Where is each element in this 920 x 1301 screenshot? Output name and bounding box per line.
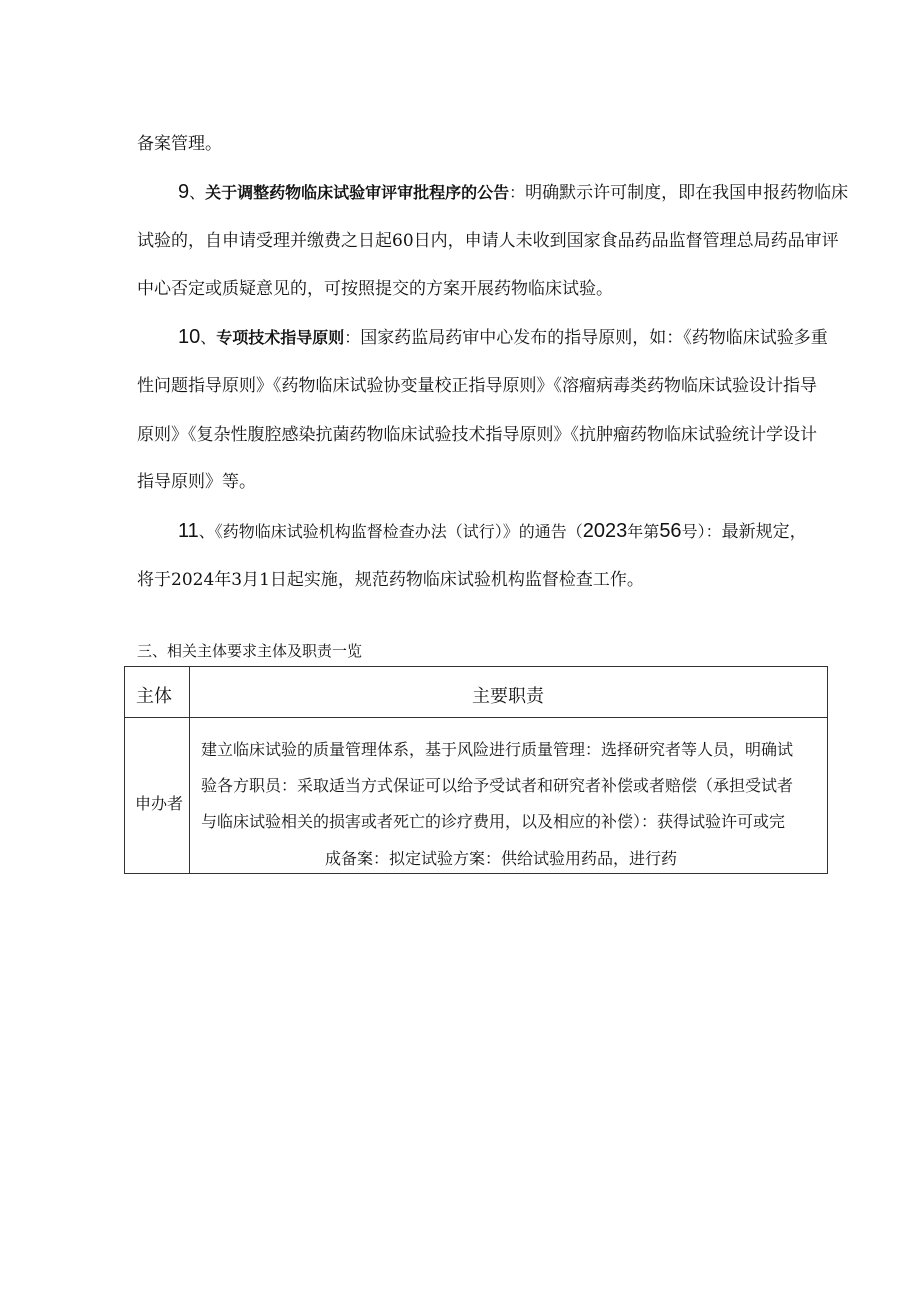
table-cell-duty-line-2: 验各方职员：采取适当方式保证可以给予受试者和研究者补偿或者赔偿（承担受试者: [201, 776, 794, 795]
table-cell-duty-line-3: 与临床试验相关的损害或者死亡的诊疗费用，以及相应的补偿）：获得试验许可或完: [201, 812, 786, 831]
item-9-text-line-3: 中心否定或质疑意见的，可按照提交的方案开展药物临床试验。: [137, 279, 613, 299]
item-11-text-line-1: 最新规定，: [721, 522, 807, 542]
item-11-title-post: 号）：: [681, 522, 722, 541]
item-10-text-line-4: 指导原则》等。: [137, 472, 256, 492]
item-11-number: 11: [178, 520, 199, 542]
item-11-title-no: 56: [659, 520, 682, 542]
table-column-divider: [189, 667, 190, 873]
item-10-separator: 、: [200, 328, 217, 347]
table-cell-subject: 申办者: [135, 794, 184, 813]
duties-table: [124, 666, 828, 874]
table-header-divider: [125, 717, 827, 718]
item-10-text-line-2: 性问题指导原则》《药物临床试验协变量校正指导原则》《溶瘤病毒类药物临床试验设计指导: [137, 376, 817, 396]
item-11-title-pre: 《药物临床试验机构监督检查办法（试行）》的通告（: [214, 522, 583, 541]
item-11-title-mid: 年第: [627, 522, 660, 541]
item-9-text-line-1: 明确默示许可制度，即在我国申报药物临床: [525, 183, 849, 203]
item-11-text-line-2: 将于2024年3月1日起实施，规范药物临床试验机构监督检查工作。: [137, 570, 644, 590]
table-header-duties: 主要职责: [472, 686, 544, 707]
item-10-text-line-1: 国家药监局药审中心发布的指导原则，如：《药物临床试验多重: [360, 328, 828, 348]
item-10-text-line-3: 原则》《复杂性腹腔感染抗菌药物临床试验技术指导原则》《抗肿瘤药物临床试验统计学设计: [137, 425, 817, 445]
item-9-first-line: [178, 182, 848, 203]
item-11-first-line: [178, 521, 807, 542]
item-10-title: 专项技术指导原则: [216, 328, 345, 347]
item-9-number: 9: [178, 181, 190, 203]
item-9-colon: ：: [509, 183, 526, 202]
item-11-separator: 、: [198, 522, 215, 541]
table-cell-duty-line-4: 成备案：拟定试验方案：供给试验用药品，进行药: [325, 849, 678, 868]
table-header-subject: 主体: [136, 686, 172, 707]
table-cell-duty-line-1: 建立临床试验的质量管理体系，基于风险进行质量管理：选择研究者等人员，明确试: [201, 740, 794, 759]
item-10-number: 10: [178, 326, 201, 348]
item-9-title: 关于调整药物临床试验审评审批程序的公告: [205, 183, 510, 202]
item-10-colon: ：: [344, 328, 361, 347]
item-11-title-year: 2023: [582, 520, 628, 542]
section-title: 三、相关主体要求主体及职责一览: [137, 642, 363, 660]
continuation-line: 备案管理。: [137, 134, 222, 154]
item-9-separator: 、: [189, 183, 206, 202]
item-9-text-line-2: 试验的，自申请受理并缴费之日起60日内，申请人未收到国家食品药品监督管理总局药品审评: [137, 231, 839, 251]
item-10-first-line: [178, 327, 828, 348]
